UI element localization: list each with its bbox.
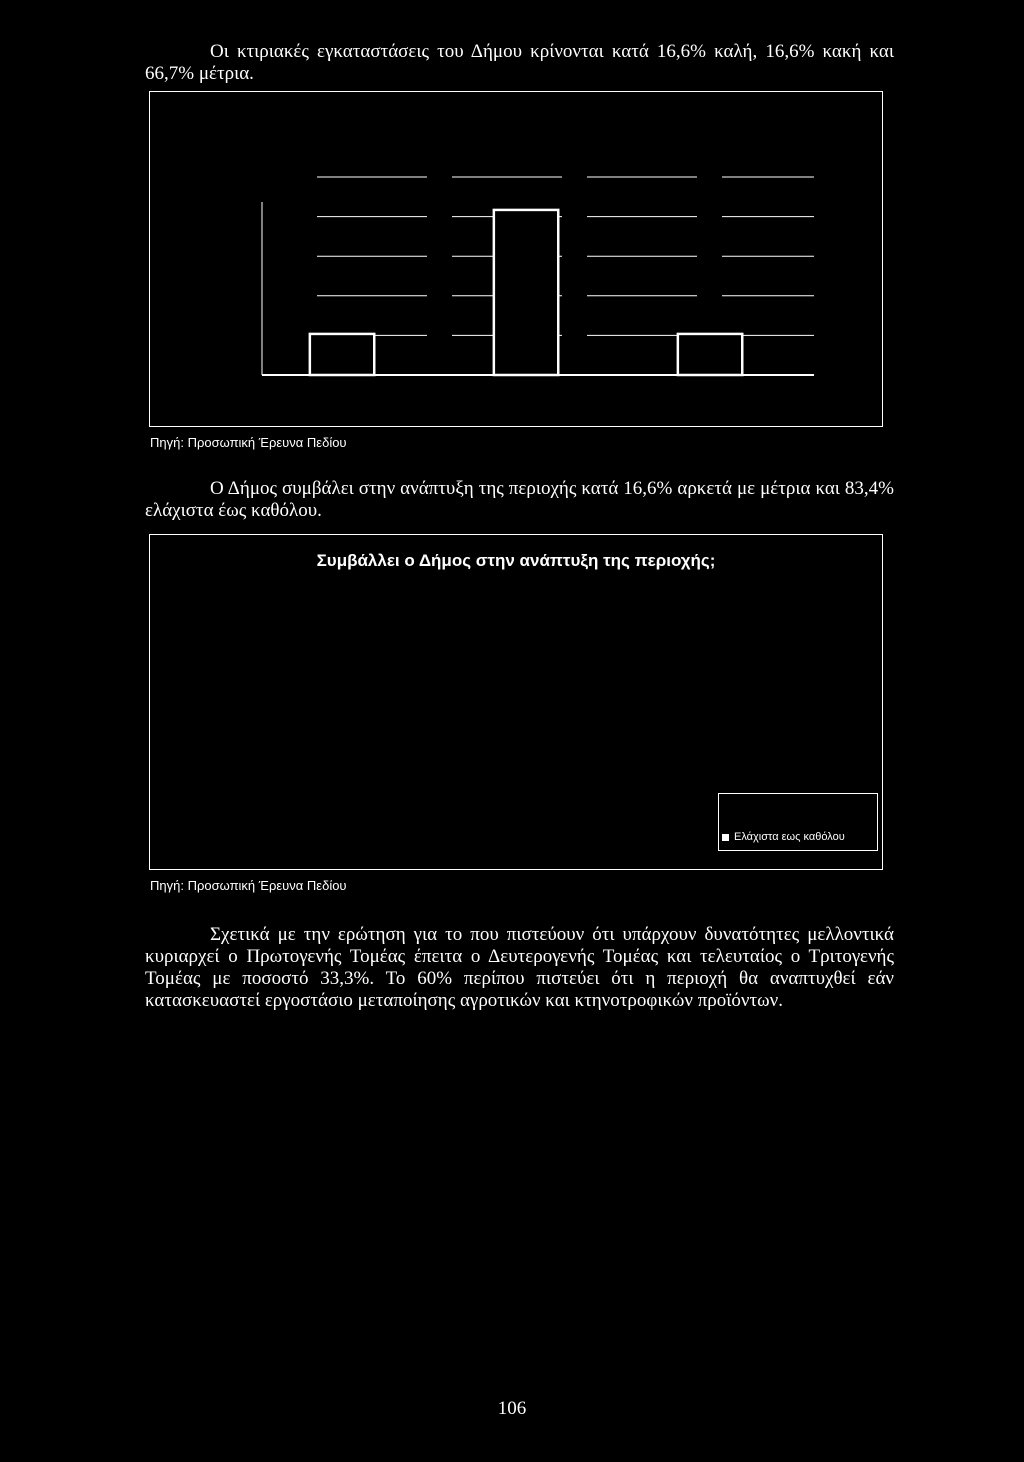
legend-label: Ελάχιστα εως καθόλου	[734, 831, 845, 843]
paragraph-buildings: Οι κτιριακές εγκαταστάσεις του Δήμου κρίνονται κατά 16,6% καλή, 16,6% κακή και 66,7% μέτρια.	[145, 41, 894, 84]
paragraph-development: Ο Δήμος συμβάλει στην ανάπτυξη της περιοχής κατά 16,6% αρκετά με μέτρια και 83,4% ελάχιστα έως καθόλου.	[145, 478, 894, 521]
legend-swatch	[722, 834, 729, 841]
bar-chart	[150, 92, 884, 428]
chart-development-contribution	[149, 534, 883, 870]
bar-1	[310, 334, 374, 375]
bar-2	[494, 210, 558, 375]
paragraph-future-sectors: Σχετικά με την ερώτηση για το που πιστεύουν ότι υπάρχουν δυνατότητες μελλοντικά κυριαρχεί ο Πρωτογενής Τομέας έπειτα ο Δευτερογενής Τομέας και τελευταίος ο Τριτογενής Τομέας με ποσοστό 33,3%. Το 60% περίπου πιστεύει ότι η περιοχή θα αναπτυχθεί εάν κατασκευαστεί εργοστάσιο μεταποίησης αγροτικών και κτηνοτροφικών προϊόντων.	[145, 924, 894, 1011]
source-note-1: Πηγή: Προσωπική Έρευνα Πεδίου	[150, 435, 347, 450]
chart-legend	[718, 793, 878, 851]
chart-title: Συμβάλλει ο Δήμος στην ανάπτυξη της περιοχής;	[316, 551, 716, 570]
legend-item	[722, 830, 845, 844]
source-note-2: Πηγή: Προσωπική Έρευνα Πεδίου	[150, 878, 347, 893]
bar-3	[678, 334, 742, 375]
page-number: 106	[497, 1398, 527, 1419]
chart-buildings-rating	[149, 91, 883, 427]
